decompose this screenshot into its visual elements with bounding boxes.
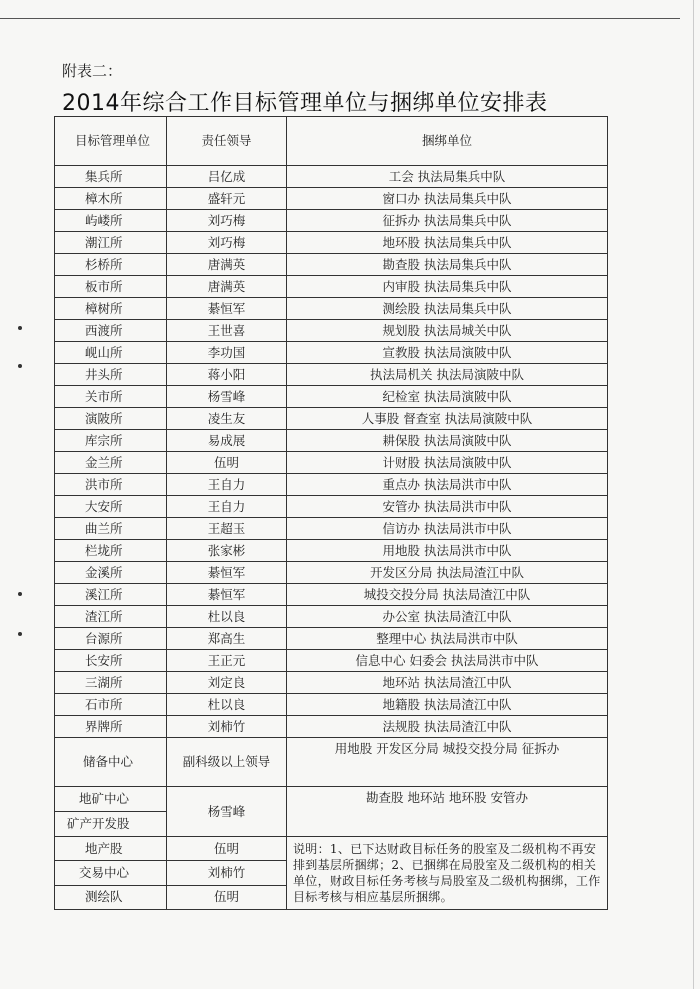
leader-cell: 王正元 xyxy=(167,650,287,672)
unit-cell: 金溪所 xyxy=(55,562,167,584)
unit-cell: 樟木所 xyxy=(55,188,167,210)
leader-cell: 刘巧梅 xyxy=(167,232,287,254)
unit-cell: 栏垅所 xyxy=(55,540,167,562)
table-row xyxy=(55,364,608,386)
bound-cell: 纪检室 执法局演陂中队 xyxy=(287,386,608,408)
leader-cell: 杜以良 xyxy=(167,606,287,628)
bound-cell: 开发区分局 执法局渣江中队 xyxy=(287,562,608,584)
bound-cell: 宣教股 执法局演陂中队 xyxy=(287,342,608,364)
bound-cell: 工会 执法局集兵中队 xyxy=(287,166,608,188)
header-leader: 责任领导 xyxy=(167,117,287,166)
table-row-mining xyxy=(55,787,608,812)
table-row xyxy=(55,210,608,232)
leader-cell: 綦恒军 xyxy=(167,298,287,320)
bound-cell: 勘查股 地环站 地环股 安管办 xyxy=(287,787,608,837)
unit-cell: 长安所 xyxy=(55,650,167,672)
bound-cell: 测绘股 执法局集兵中队 xyxy=(287,298,608,320)
bound-cell: 城投交投分局 执法局渣江中队 xyxy=(287,584,608,606)
unit-cell: 地产股 xyxy=(55,837,167,861)
unit-cell: 矿产开发股 xyxy=(55,812,167,837)
unit-cell: 集兵所 xyxy=(55,166,167,188)
leader-cell: 伍明 xyxy=(167,837,287,861)
table-row xyxy=(55,430,608,452)
leader-cell: 副科级以上领导 xyxy=(167,738,287,787)
bound-cell: 安管办 执法局洪市中队 xyxy=(287,496,608,518)
bound-cell: 用地股 执法局洪市中队 xyxy=(287,540,608,562)
punch-hole-mark xyxy=(18,632,22,636)
table-row xyxy=(55,254,608,276)
page-title: 2014年综合工作目标管理单位与捆绑单位安排表 xyxy=(62,91,548,116)
unit-cell: 洪市所 xyxy=(55,474,167,496)
table-row xyxy=(55,562,608,584)
table-row xyxy=(55,188,608,210)
leader-cell: 盛轩元 xyxy=(167,188,287,210)
table-row xyxy=(55,694,608,716)
bound-cell: 窗口办 执法局集兵中队 xyxy=(287,188,608,210)
unit-cell: 金兰所 xyxy=(55,452,167,474)
unit-cell: 石市所 xyxy=(55,694,167,716)
bound-cell: 征拆办 执法局集兵中队 xyxy=(287,210,608,232)
unit-cell: 樟树所 xyxy=(55,298,167,320)
table-row xyxy=(55,452,608,474)
unit-cell: 界牌所 xyxy=(55,716,167,738)
unit-cell: 潮江所 xyxy=(55,232,167,254)
unit-cell: 台源所 xyxy=(55,628,167,650)
unit-cell: 岘山所 xyxy=(55,342,167,364)
bound-cell: 执法局机关 执法局演陂中队 xyxy=(287,364,608,386)
unit-cell: 杉桥所 xyxy=(55,254,167,276)
leader-cell: 王超玉 xyxy=(167,518,287,540)
table-row xyxy=(55,474,608,496)
leader-cell: 张家彬 xyxy=(167,540,287,562)
unit-cell: 交易中心 xyxy=(55,861,167,885)
punch-hole-mark xyxy=(18,592,22,596)
leader-cell: 杨雪峰 xyxy=(167,386,287,408)
header-bound: 捆绑单位 xyxy=(287,117,608,166)
right-edge-line xyxy=(693,0,694,989)
bound-cell: 人事股 督查室 执法局演陂中队 xyxy=(287,408,608,430)
unit-cell: 西渡所 xyxy=(55,320,167,342)
table-header-row xyxy=(55,117,608,166)
bound-cell: 重点办 执法局洪市中队 xyxy=(287,474,608,496)
unit-cell: 渣江所 xyxy=(55,606,167,628)
leader-cell: 吕亿成 xyxy=(167,166,287,188)
leader-cell: 刘柿竹 xyxy=(167,716,287,738)
table-row xyxy=(55,716,608,738)
bound-cell: 勘查股 执法局集兵中队 xyxy=(287,254,608,276)
bound-cell: 耕保股 执法局演陂中队 xyxy=(287,430,608,452)
bound-cell: 规划股 执法局城关中队 xyxy=(287,320,608,342)
unit-cell: 屿嵝所 xyxy=(55,210,167,232)
unit-cell: 库宗所 xyxy=(55,430,167,452)
leader-cell: 伍明 xyxy=(167,452,287,474)
punch-hole-mark xyxy=(18,326,22,330)
top-border-line xyxy=(0,18,680,19)
unit-cell: 井头所 xyxy=(55,364,167,386)
unit-cell: 关市所 xyxy=(55,386,167,408)
table-row xyxy=(55,232,608,254)
bound-cell: 地环股 执法局集兵中队 xyxy=(287,232,608,254)
table-row xyxy=(55,650,608,672)
appendix-label: 附表二： xyxy=(62,62,123,80)
unit-cell: 大安所 xyxy=(55,496,167,518)
table-row xyxy=(55,837,608,861)
leader-cell: 唐满英 xyxy=(167,254,287,276)
unit-cell: 曲兰所 xyxy=(55,518,167,540)
note-cell: 说明：1、已下达财政目标任务的股室及二级机构不再安排到基层所捆绑；2、已捆绑在局股室及二级机构的相关单位，财政目标任务考核与局股室及二级机构捆绑，工作目标考核与相应基层所捆绑。 xyxy=(287,837,608,910)
table-row xyxy=(55,584,608,606)
unit-cell: 板市所 xyxy=(55,276,167,298)
table-row xyxy=(55,166,608,188)
bound-cell: 法规股 执法局渣江中队 xyxy=(287,716,608,738)
bound-cell: 地环站 执法局渣江中队 xyxy=(287,672,608,694)
unit-cell: 溪江所 xyxy=(55,584,167,606)
leader-cell: 蒋小阳 xyxy=(167,364,287,386)
bound-cell: 计财股 执法局演陂中队 xyxy=(287,452,608,474)
leader-cell: 凌生友 xyxy=(167,408,287,430)
table-row xyxy=(55,342,608,364)
leader-cell: 杜以良 xyxy=(167,694,287,716)
table-row xyxy=(55,518,608,540)
table-row-reserve xyxy=(55,738,608,787)
unit-cell: 演陂所 xyxy=(55,408,167,430)
table-row xyxy=(55,276,608,298)
leader-cell: 王世喜 xyxy=(167,320,287,342)
leader-cell: 刘巧梅 xyxy=(167,210,287,232)
bound-cell: 地籍股 执法局渣江中队 xyxy=(287,694,608,716)
bound-cell: 整理中心 执法局洪市中队 xyxy=(287,628,608,650)
leader-cell: 唐满英 xyxy=(167,276,287,298)
leader-cell: 李功国 xyxy=(167,342,287,364)
bound-cell: 信息中心 妇委会 执法局洪市中队 xyxy=(287,650,608,672)
bound-cell: 信访办 执法局洪市中队 xyxy=(287,518,608,540)
assignment-table xyxy=(54,116,608,910)
bound-cell: 内审股 执法局集兵中队 xyxy=(287,276,608,298)
leader-cell: 郑高生 xyxy=(167,628,287,650)
table-row xyxy=(55,540,608,562)
leader-cell: 刘定良 xyxy=(167,672,287,694)
leader-cell: 易成展 xyxy=(167,430,287,452)
unit-cell: 储备中心 xyxy=(55,738,167,787)
table-row xyxy=(55,496,608,518)
leader-cell: 刘柿竹 xyxy=(167,861,287,885)
leader-cell: 王自力 xyxy=(167,474,287,496)
punch-hole-mark xyxy=(18,364,22,368)
bound-cell: 用地股 开发区分局 城投交投分局 征拆办 xyxy=(287,738,608,787)
table-row xyxy=(55,386,608,408)
table-row xyxy=(55,628,608,650)
table-row xyxy=(55,298,608,320)
leader-cell: 伍明 xyxy=(167,885,287,909)
leader-cell: 綦恒军 xyxy=(167,584,287,606)
table-row xyxy=(55,408,608,430)
unit-cell: 地矿中心 xyxy=(55,787,167,812)
table-row xyxy=(55,672,608,694)
table-row xyxy=(55,606,608,628)
leader-cell: 綦恒军 xyxy=(167,562,287,584)
table-row xyxy=(55,320,608,342)
unit-cell: 测绘队 xyxy=(55,885,167,909)
bound-cell: 办公室 执法局渣江中队 xyxy=(287,606,608,628)
unit-cell: 三湖所 xyxy=(55,672,167,694)
header-unit: 目标管理单位 xyxy=(55,117,167,166)
leader-cell: 王自力 xyxy=(167,496,287,518)
leader-cell: 杨雪峰 xyxy=(167,787,287,837)
